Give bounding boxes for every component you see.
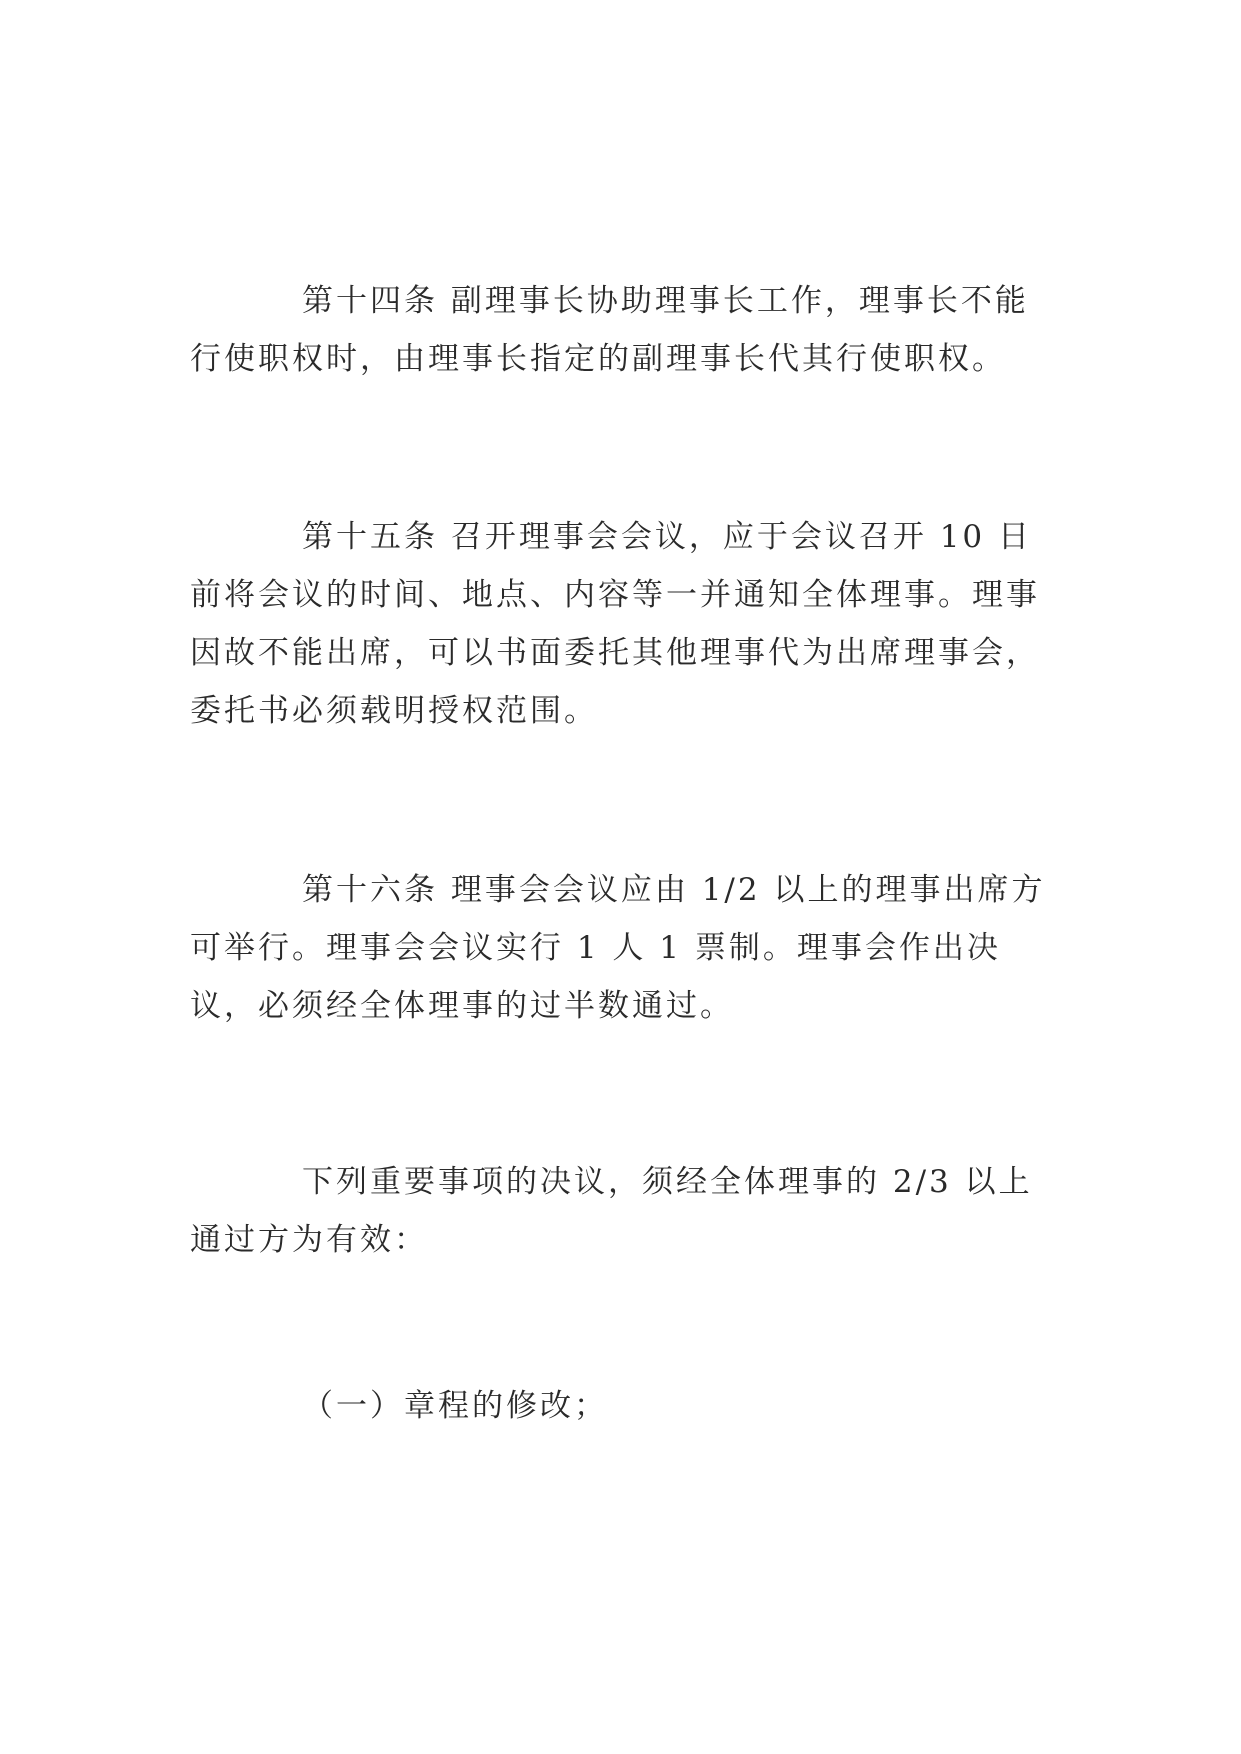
important-matters-paragraph: 下列重要事项的决议，须经全体理事的 2/3 以上通过方为有效： (190, 1164, 1033, 1258)
article-14-paragraph: 第十四条 副理事长协助理事长工作，理事长不能行使职权时，由理事长指定的副理事长代其行使职权。 (190, 283, 1029, 377)
article-15-paragraph: 第十五条 召开理事会会议，应于会议召开 10 日前将会议的时间、地点、内容等一并通知全体理事。理事因故不能出席，可以书面委托其他理事代为出席理事会，委托书必须载明授权范围。 (190, 519, 1040, 729)
article-16-paragraph: 第十六条 理事会会议应由 1/2 以上的理事出席方可举行。理事会会议实行 1 人 1 票制。理事会作出决议，必须经全体理事的过半数通过。 (190, 872, 1046, 1024)
list-item-charter-amendment: （一）章程的修改； (302, 1388, 608, 1424)
